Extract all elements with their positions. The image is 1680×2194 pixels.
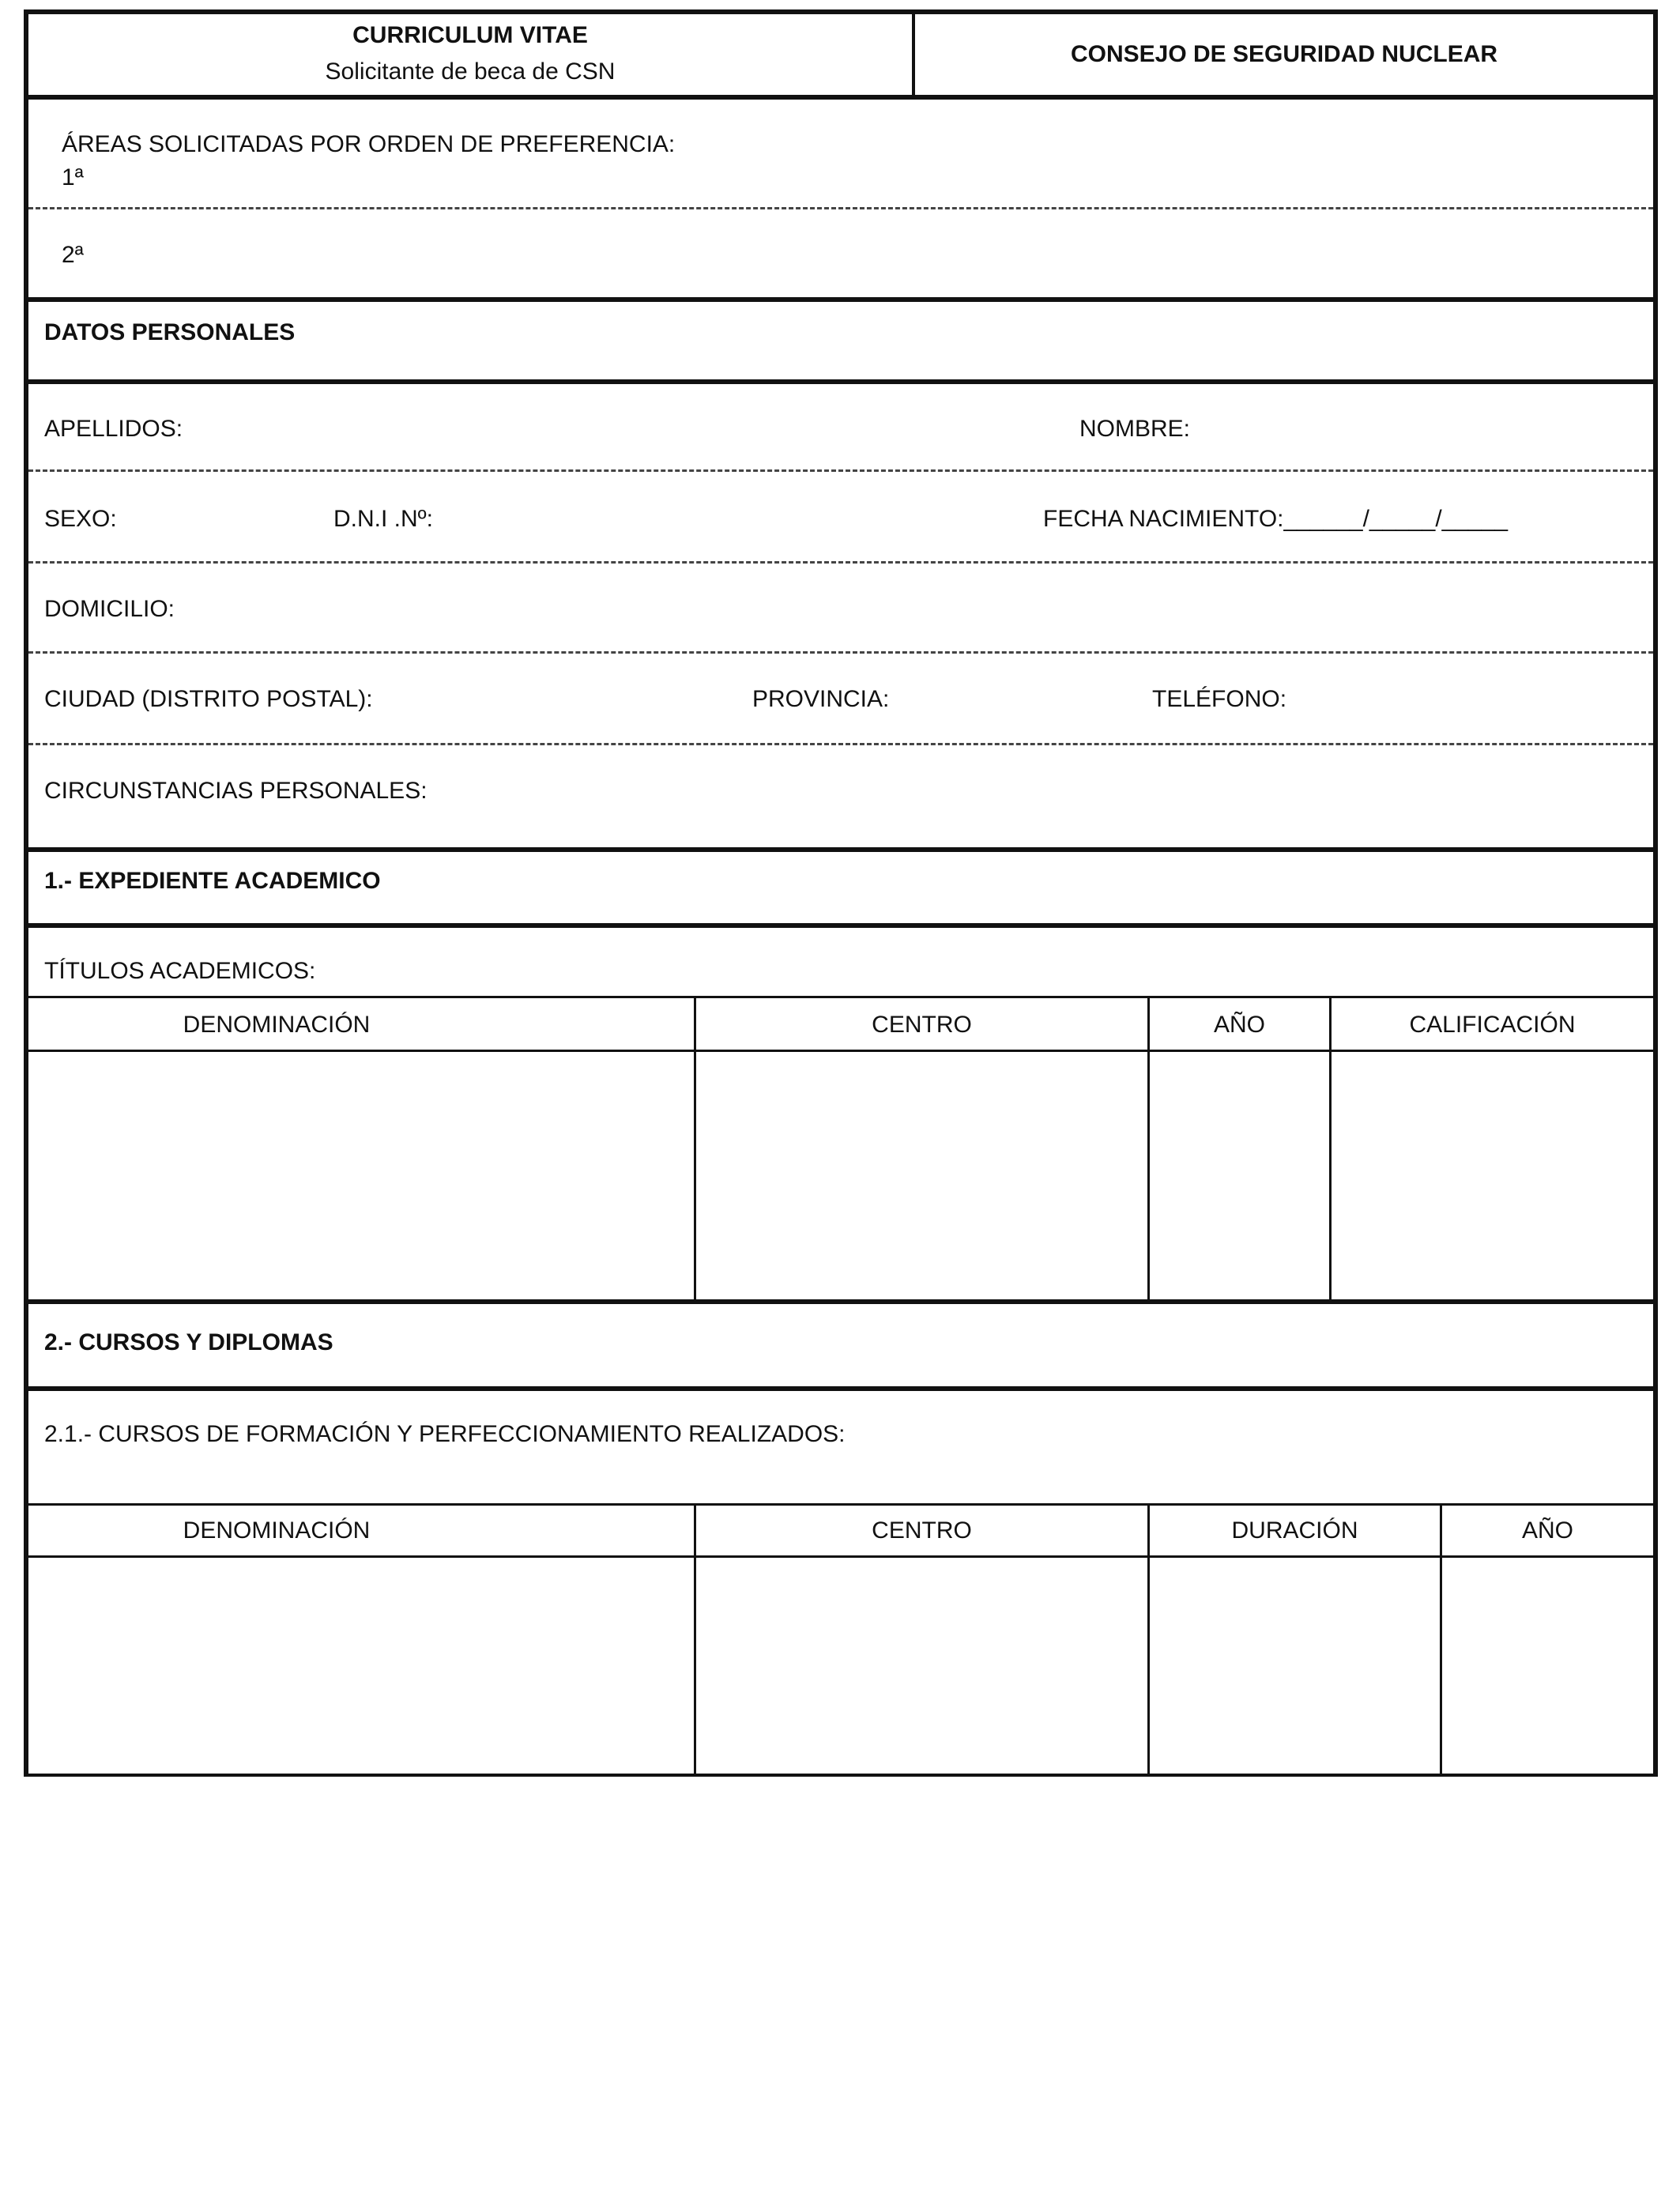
document-subtitle: Solicitante de beca de CSN [325,58,616,85]
divider [24,1386,1658,1391]
table-line [1147,1503,1150,1775]
divider [24,1299,1658,1304]
table-header-cell: CENTRO [872,1012,972,1038]
telefono-field[interactable]: TELÉFONO: [1152,686,1287,712]
courses-subheading: 2.1.- CURSOS DE FORMACIÓN Y PERFECCIONAMIENTO REALIZADOS: [44,1421,846,1447]
area-second-field[interactable]: 2ª [62,242,84,268]
provincia-field[interactable]: PROVINCIA: [752,686,890,712]
dashed-separator [28,207,1653,209]
table-header-cell: CENTRO [872,1517,972,1544]
table-header-cell: DURACIÓN [1231,1517,1358,1544]
table-line [1440,1503,1442,1775]
organization-name: CONSEJO DE SEGURIDAD NUCLEAR [1070,41,1498,67]
dashed-separator [28,561,1653,564]
divider [24,379,1658,384]
sexo-field[interactable]: SEXO: [44,506,117,532]
domicilio-field[interactable]: DOMICILIO: [44,596,175,622]
nombre-field[interactable]: NOMBRE: [1079,416,1191,442]
form-border-right [1653,9,1658,1777]
table-header-cell: DENOMINACIÓN [183,1517,371,1544]
table-line [24,1050,1658,1052]
courses-heading: 2.- CURSOS Y DIPLOMAS [44,1329,333,1355]
birth-date-field[interactable]: FECHA NACIMIENTO:______/_____/_____ [1043,506,1509,532]
table-line [1147,996,1150,1301]
dni-field[interactable]: D.N.I .Nº: [333,506,433,532]
divider [24,923,1658,928]
table-header-cell: AÑO [1521,1517,1573,1544]
academic-titles-label: TÍTULOS ACADEMICOS: [44,958,316,984]
table-line [24,1503,1658,1506]
table-header-cell: DENOMINACIÓN [183,1012,371,1038]
areas-label: ÁREAS SOLICITADAS POR ORDEN DE PREFERENCIA: [62,131,676,157]
apellidos-field[interactable]: APELLIDOS: [44,416,183,442]
table-line [1329,996,1332,1301]
academic-record-heading: 1.- EXPEDIENTE ACADEMICO [44,868,381,894]
ciudad-field[interactable]: CIUDAD (DISTRITO POSTAL): [44,686,373,712]
personal-data-heading: DATOS PERSONALES [44,319,296,345]
form-border-left [24,9,28,1777]
table-line [24,996,1658,998]
form-border-bottom [24,1774,1658,1777]
dashed-separator [28,743,1653,745]
divider [24,95,1658,100]
table-line [694,996,696,1301]
table-line [694,1503,696,1775]
table-header-cell: AÑO [1213,1012,1265,1038]
table-header-cell: CALIFICACIÓN [1409,1012,1576,1038]
area-first-field[interactable]: 1ª [62,164,84,190]
circunstancias-field[interactable]: CIRCUNSTANCIAS PERSONALES: [44,778,428,804]
form-border-top [24,9,1658,14]
dashed-separator [28,469,1653,472]
document-title: CURRICULUM VITAE [352,22,588,48]
divider [24,297,1658,302]
table-line [24,1555,1658,1558]
dashed-separator [28,651,1653,654]
divider [24,847,1658,852]
